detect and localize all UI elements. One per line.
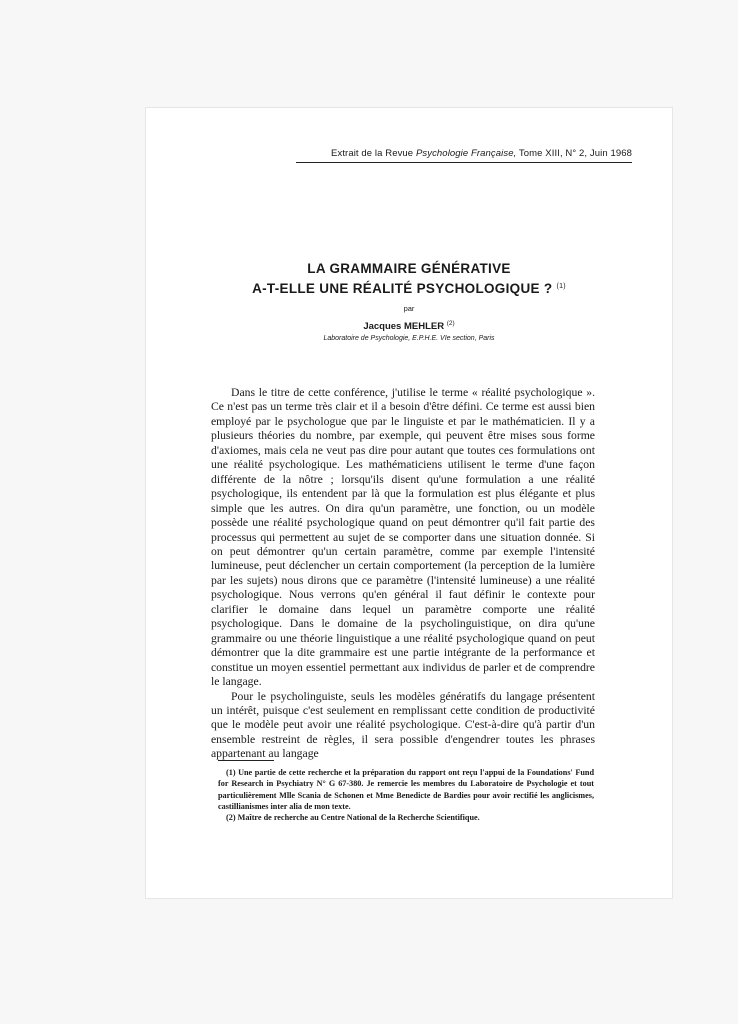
author-name: Jacques MEHLER bbox=[363, 321, 445, 332]
article-title bbox=[146, 260, 672, 298]
author-affiliation: Laboratoire de Psychologie, E.P.H.E. VIe section, Paris bbox=[323, 335, 495, 342]
footnote-2: (2) Maître de recherche au Centre National de la Recherche Scientifique. bbox=[226, 813, 480, 823]
document-page bbox=[146, 108, 672, 898]
article-body bbox=[211, 386, 595, 762]
title-line-2 bbox=[146, 278, 672, 298]
title-line-2-text: A-T-ELLE UNE RÉALITÉ PSYCHOLOGIQUE ? bbox=[252, 281, 553, 296]
header-journal: Psychologie Française, bbox=[415, 148, 517, 159]
author-name-line bbox=[146, 320, 672, 332]
header-suffix: Tome XIII, N° 2, Juin 1968 bbox=[516, 148, 632, 159]
footnote-separator bbox=[218, 760, 274, 761]
journal-header bbox=[296, 148, 632, 163]
title-line-1: LA GRAMMAIRE GÉNÉRATIVE bbox=[307, 261, 511, 276]
title-footnote-mark: (1) bbox=[556, 283, 566, 290]
body-paragraph-2: Pour le psycholinguiste, seuls les modèles génératifs du langage présentent un intérêt, puisque c'est seulement en remplissant cette condition de productivité que le modèle peut avoir une réalité psychologique. C'est-à-dire qu'à partir d'un ensemble restreint de règles, il sera possible d'engendrer toutes les phrases appartenant au langage bbox=[211, 689, 595, 761]
footnotes bbox=[218, 767, 594, 823]
byline-par: par bbox=[403, 304, 415, 313]
body-paragraph-1: Dans le titre de cette conférence, j'utilise le terme « réalité psychologique ». Ce n'est pas un terme très clair et il a besoin d'être défini. Ce terme est aussi bien employé par le psychologue que par le linguiste et par le mathématicien. Il y a plusieurs théories du nombre, par exemple, qui peuvent être mises sous forme d'axiomes, mais cela ne veut pas dire pour autant que toutes ces formulations ont une réalité psychologique. Les mathématiciens utilisent le terme d'une façon différente de la nôtre ; lorsqu'ils disent qu'une formulation a une réalité psychologique, ils entendent par là que la formulation est plus élégante et plus simple que les autres. On dira qu'un paramètre, une fonction, ou un modèle possède une réalité psychologique quand on peut démontrer qu'il fait partie des processus qui permettent au sujet de se comporter dans une situation donnée. Si on peut démontrer qu'un certain paramètre, comme par exemple l'intensité lumineuse, peut déclencher un certain comportement (la perception de la lumière par les sujets) nous dirons que ce paramètre (l'intensité lumineuse) a une réalité psychologique. Nous verrons qu'en général il faut définir le contexte pour clarifier le domaine dans lequel un paramètre comporte une réalité psychologique. Dans le domaine de la psycholinguistique, on dira qu'une grammaire ou une théorie linguistique a une réalité psychologique quand on peut démontrer que la dite grammaire est une partie intégrante de la performance et constitue un moyen essentiel permettant aux individus de parler et de comprendre le langage. bbox=[211, 386, 595, 689]
footnote-1: (1) Une partie de cette recherche et la préparation du rapport ont reçu l'appui de la Foundations' Fund for Research in Psychiatry N° G 67-380. Je remercie les membres du Laboratoire de Psychologie et tout particulièrement Mlle Scania de Schonen et Mme Benedicte de Bardies pour avoir rectifié les anglicismes, castillianismes inter alia de mon texte. bbox=[218, 768, 594, 811]
author-footnote-mark: (2) bbox=[446, 320, 455, 327]
header-prefix: Extrait de la Revue bbox=[331, 148, 416, 159]
